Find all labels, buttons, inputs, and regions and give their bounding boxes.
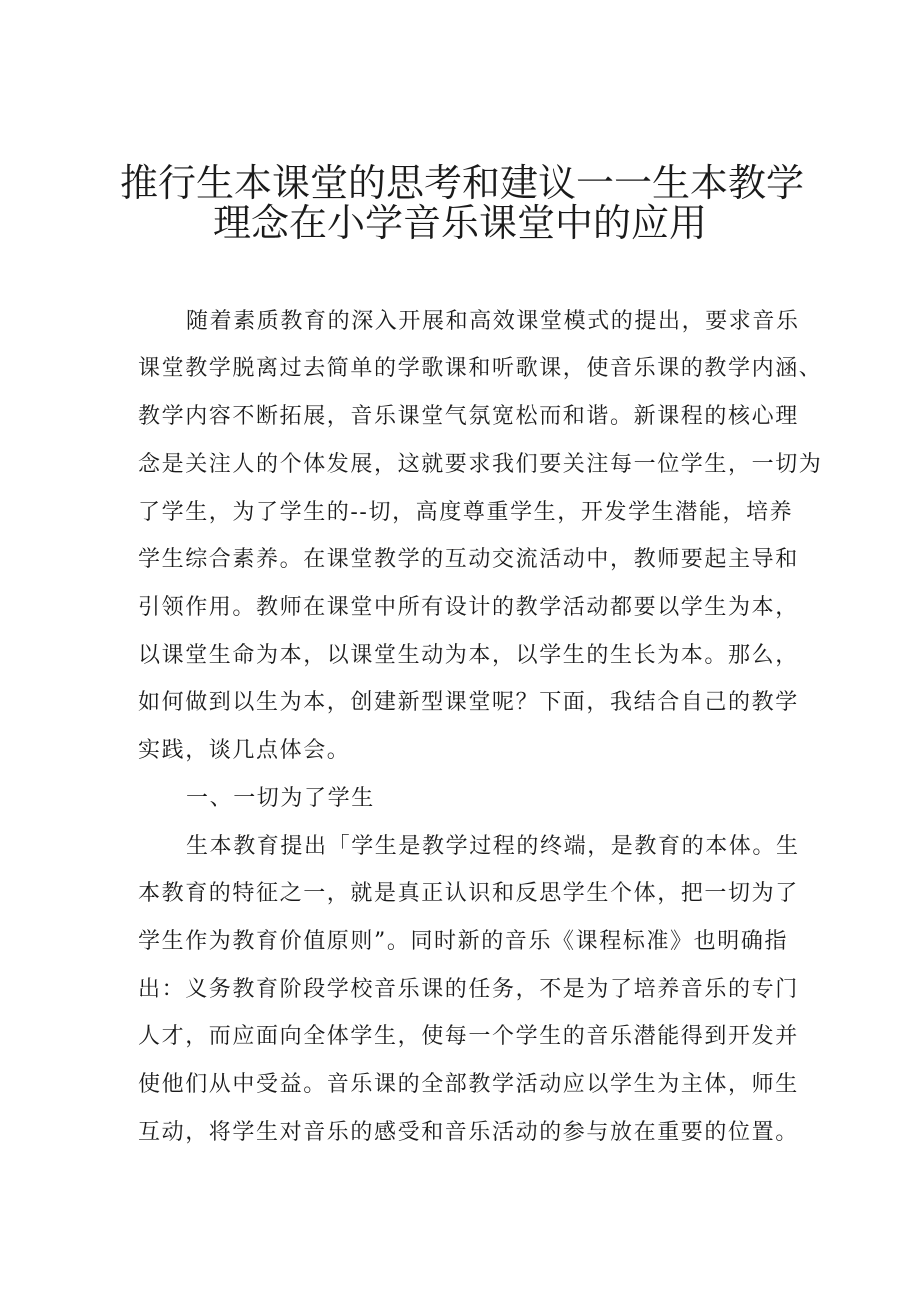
paragraph-1-line-3: 教学内容不断拓展，音乐课堂气氛宽松而和谐。新课程的核心理	[138, 404, 799, 429]
document-title-line-2: 理念在小学音乐课堂中的应用	[212, 201, 707, 245]
paragraph-2-line-5: 人才，而应面向全体学生，使每一个学生的音乐潜能得到开发并	[138, 1024, 799, 1049]
paragraph-1-line-1: 随着素质教育的深入开展和高效课堂模式的提出，要求音乐	[186, 309, 800, 334]
document-title-line-1: 推行生本课堂的思考和建议一一生本教学	[120, 161, 805, 205]
paragraph-1-line-7: 引领作用。教师在课堂中所有设计的教学活动都要以学生为本，	[138, 595, 799, 620]
paragraph-2-line-7: 互动，将学生对音乐的感受和音乐活动的参与放在重要的位置。	[138, 1120, 799, 1145]
paragraph-1-line-5: 了学生，为了学生的--切，高度尊重学生，开发学生潜能，培养	[138, 500, 794, 525]
paragraph-2-line-4: 出：义务教育阶段学校音乐课的任务，不是为了培养音乐的专门	[138, 977, 799, 1002]
paragraph-2-line-1: 生本教育提出「学生是教学过程的终端，是教育的本体。生	[186, 834, 800, 859]
paragraph-2-line-6: 使他们从中受益。音乐课的全部教学活动应以学生为主体，师生	[138, 1072, 799, 1097]
section-heading: 一、一切为了学生	[186, 786, 375, 811]
paragraph-1-line-9: 如何做到以生为本，创建新型课堂呢？下面，我结合自己的教学	[138, 690, 799, 715]
paragraph-1-line-6: 学生综合素养。在课堂教学的互动交流活动中，教师要起主导和	[138, 547, 799, 572]
paragraph-1-line-10: 实践，谈几点体会。	[138, 738, 351, 763]
paragraph-2-line-2: 本教育的特征之一，就是真正认识和反思学生个体，把一切为了	[138, 881, 799, 906]
paragraph-1-line-8: 以课堂生命为本，以课堂生动为本，以学生的生长为本。那么，	[138, 643, 799, 668]
paragraph-2-line-3: 学生作为教育价值原则”。同时新的音乐《课程标准》也明确指	[138, 929, 789, 954]
paragraph-1-line-2: 课堂教学脱离过去简单的学歌课和听歌课，使音乐课的教学内涵、	[138, 356, 823, 381]
paragraph-1-line-4: 念是关注人的个体发展，这就要求我们要关注每一位学生，一切为	[138, 452, 823, 477]
